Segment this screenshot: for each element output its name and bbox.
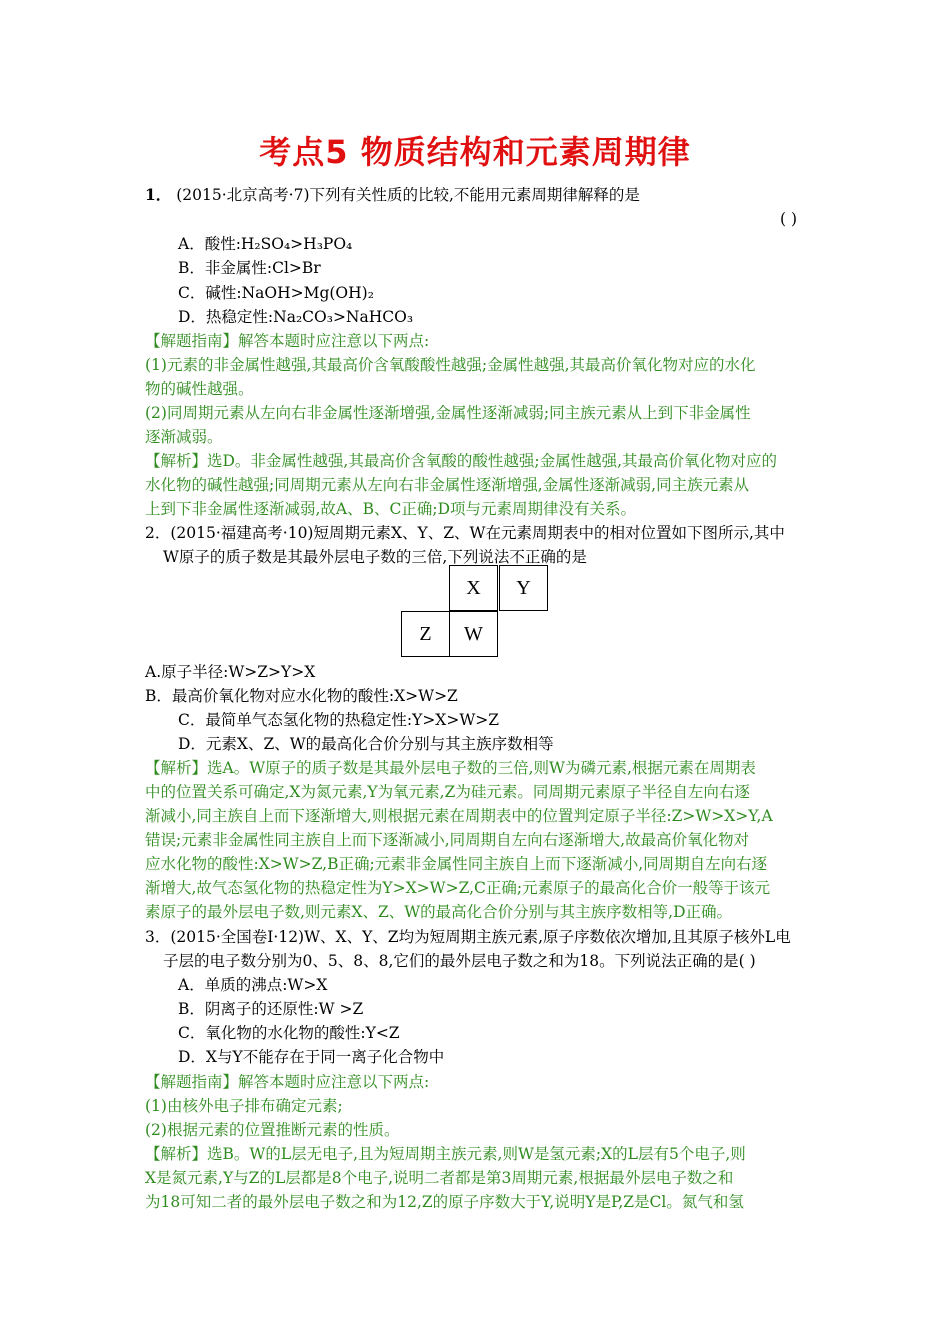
q3-stem-1: 3．(2015·全国卷Ⅰ·12)W、X、Y、Z均为短周期主族元素,原子序数依次增加,且其原子核外L电 [145,928,791,946]
q1-analysis-2: 水化物的碱性越强;同周期元素从左向右非金属性逐渐增强,金属性逐渐减弱,同主族元素从 [145,476,750,494]
q2-analysis-6: 渐增大,故气态氢化物的热稳定性为Y>X>W>Z,C正确;元素原子的最高化合价一般等于该元 [145,879,771,897]
q2-option-a: A.原子半径:W>Z>Y>X [145,663,316,681]
q2-analysis-7: 素原子的最外层电子数,则元素X、Z、W的最高化合价分别与其主族序数相等,D正确。 [145,903,733,921]
cell-y: Y [499,565,548,611]
q1-guide-1a: (1)元素的非金属性越强,其最高价含氧酸酸性越强;金属性越强,其最高价氧化物对应的水化 [145,356,756,374]
q1-option-d: D．热稳定性:Na₂CO₃>NaHCO₃ [178,308,414,326]
q1-option-c: C．碱性:NaOH>Mg(OH)₂ [178,284,374,302]
q3-analysis-3: 为18可知二者的最外层电子数之和为12,Z的原子序数大于Y,说明Y是P,Z是Cl。氮气和氢 [145,1193,744,1211]
page-title: 考点5 物质结构和元素周期律 [259,133,691,171]
q2-analysis-5: 应水化物的酸性:X>W>Z,B正确;元素非金属性同主族自上而下逐渐减小,同周期自左向右逐 [145,855,768,873]
q3-option-a: A．单质的沸点:W>X [178,976,328,994]
q3-analysis-1: 【解析】选B。W的L层无电子,且为短周期主族元素,则W是氢元素;X的L层有5个电子,则 [145,1145,746,1163]
q1-analysis-3: 上到下非金属性逐渐减弱,故A、B、C正确;D项与元素周期律没有关系。 [145,500,637,518]
q3-guide-2: (2)根据元素的位置推断元素的性质。 [145,1121,400,1139]
cell-z: Z [401,611,450,657]
q1-answer-paren: ( ) [780,210,798,228]
q3-option-c: C．氧化物的水化物的酸性:Y<Z [178,1024,400,1042]
q3-option-b: B．阴离子的还原性:W >Z [178,1000,364,1018]
q1-guide-title: 【解题指南】解答本题时应注意以下两点: [145,332,430,350]
q1-number: 1 [145,185,156,204]
q1-analysis-1: 【解析】选D。非金属性越强,其最高价含氧酸的酸性越强;金属性越强,其最高价氧化物对应的 [145,452,778,470]
q1-guide-1b: 物的碱性越强。 [145,380,254,398]
q2-option-b: B．最高价氧化物对应水化物的酸性:X>W>Z [145,687,458,705]
q2-analysis-3: 渐减小,同主族自上而下逐渐增大,则根据元素在周期表中的位置判定原子半径:Z>W>X>Y,A [145,807,773,825]
q1-stem: 1． (2015·北京高考·7)下列有关性质的比较,不能用元素周期律解释的是 [145,185,640,204]
q1-guide-2a: (2)同周期元素从左向右非金属性逐渐增强,金属性逐渐减弱;同主族元素从上到下非金属性 [145,404,751,422]
q1-stem-text: (2015·北京高考·7)下列有关性质的比较,不能用元素周期律解释的是 [176,186,640,204]
q1-guide-2b: 逐渐减弱。 [145,428,223,446]
q2-analysis-2: 中的位置关系可确定,X为氮元素,Y为氧元素,Z为硅元素。同周期元素原子半径自左向右逐 [145,783,750,801]
q2-stem-1: 2．(2015·福建高考·10)短周期元素X、Y、Z、W在元素周期表中的相对位置如下图所示,其中 [145,524,785,542]
q2-stem-2: W原子的质子数是其最外层电子数的三倍,下列说法不正确的是 [163,548,587,566]
q2-option-c: C．最简单气态氢化物的热稳定性:Y>X>W>Z [178,711,500,729]
q3-guide-1: (1)由核外电子排布确定元素; [145,1097,343,1115]
q3-guide-title: 【解题指南】解答本题时应注意以下两点: [145,1073,430,1091]
q1-option-a: A．酸性:H₂SO₄>H₃PO₄ [178,235,353,253]
q1-option-b: B．非金属性:Cl>Br [178,259,321,277]
q2-option-d: D．元素X、Z、W的最高化合价分别与其主族序数相等 [178,735,554,753]
q3-stem-2: 子层的电子数分别为0、5、8、8,它们的最外层电子数之和为18。下列说法正确的是( ) [163,952,756,970]
cell-w: W [449,611,498,657]
q2-analysis-4: 错误;元素非金属性同主族自上而下逐渐减小,同周期自左向右逐渐增大,故最高价氧化物对 [145,831,750,849]
q2-analysis-1: 【解析】选A。W原子的质子数是其最外层电子数的三倍,则W为磷元素,根据元素在周期表 [145,759,756,777]
cell-x: X [449,565,498,611]
q3-option-d: D．X与Y不能存在于同一离子化合物中 [178,1048,445,1066]
q3-analysis-2: X是氮元素,Y与Z的L层都是8个电子,说明二者都是第3周期元素,根据最外层电子数之和 [145,1169,734,1187]
